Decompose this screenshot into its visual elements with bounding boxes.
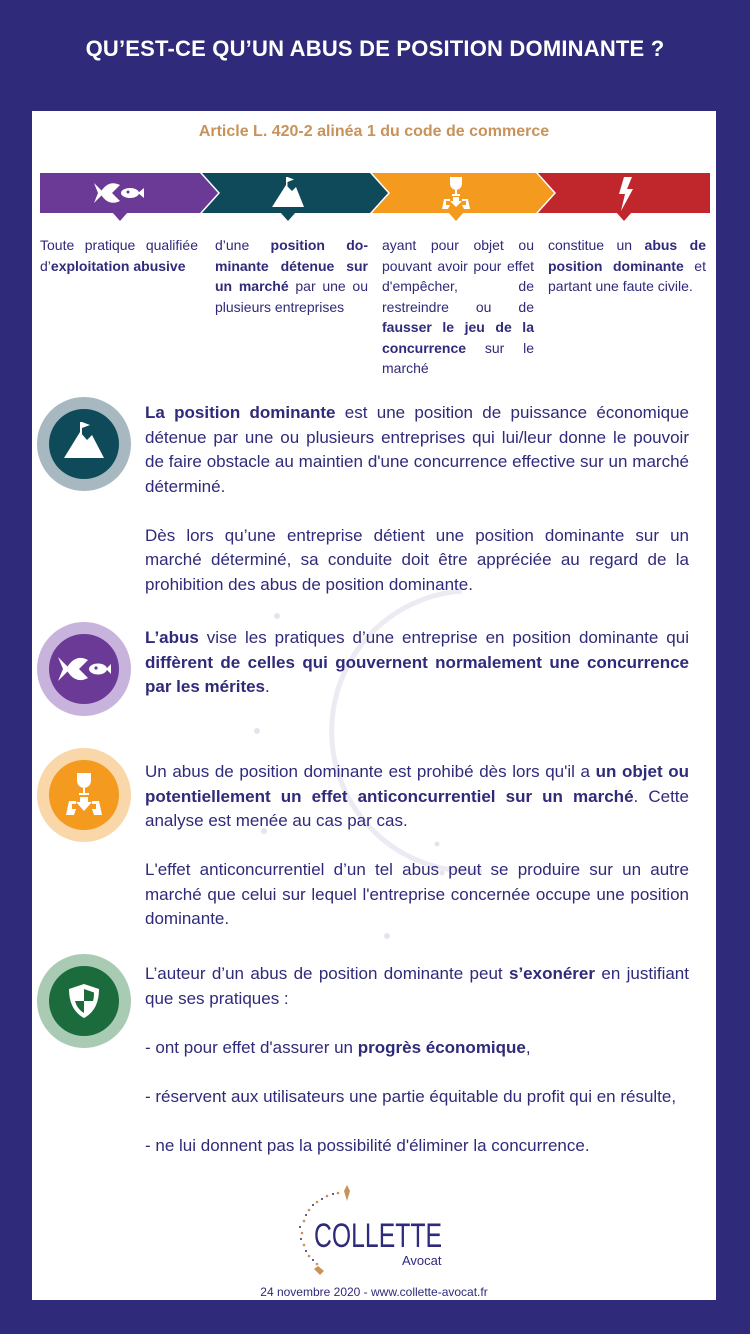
collette-avocat-logo [294, 1189, 454, 1279]
step-1-text: Toute pratique qualifiée d’exploitation abusive [40, 237, 198, 274]
effet-text: Un abus de position dominante est prohibé dès lors qu'il a un objet ou potentiellement un effet anticoncurrentiel sur un marché. Cette analyse est menée au cas par cas. L'effet anticoncurrentiel d’un tel abus peut se produire sur un autre marché que celui sur lequel l'entreprise concernée occupe une position dominante. [145, 762, 690, 928]
step-3-text: ayant pour objet ou pouvant avoir pour effet d'empêcher, de restreindre ou de fausser le jeu de la concurrence sur le marché [382, 237, 534, 376]
content-panel [32, 111, 716, 1300]
footer-date-site: 24 novembre 2020 - www.collette-avocat.fr [260, 1285, 488, 1299]
position-dominante-badge [36, 396, 132, 492]
exoneration-text: L’auteur d’un abus de position dominante peut s’exonérer en justifiant que ses pratiques : - ont pour effet d'assurer un progrès économique, - réservent aux utilisateurs une partie équitable du profit qui en résulte, - ne lui donnent pas la possibilité d'éliminer la concurrence. [145, 964, 689, 1155]
step-2-text: d’une position dominante détenue sur un marché par une ou plusieurs entreprises [215, 237, 368, 315]
exoneration-badge [36, 953, 132, 1049]
abus-text: L’abus vise les pratiques d’une entreprise en position dominante qui diffèrent de celles qui gouvernent normalement une concurrence par les mérites. [145, 628, 689, 696]
page-title: QU’EST-CE QU’UN ABUS DE POSITION DOMINANTE ? [85, 36, 665, 61]
step-4-text: constitue un abus de position dominante et partant une faute civile. [548, 237, 707, 294]
process-arrow-bar [40, 173, 710, 223]
logo-subtitle: Avocat [402, 1253, 442, 1268]
article-reference: Article L. 420-2 alinéa 1 du code de commerce [198, 123, 550, 140]
position-dominante-text: La position dominante est une position de puissance économique détenue par une ou plusieurs entreprises qui lui/leur donne le pouvoir de faire obstacle au maintien d'une concurrence effective sur un marché déterminé. Dès lors qu’une entreprise détient une position dominante sur un marché déterminé, sa conduite doit être appréciée au regard de la prohibition des abus de position dominante. [145, 403, 689, 594]
logo-name: COLLETTE [314, 1217, 442, 1255]
effet-badge [36, 747, 132, 843]
abus-badge [36, 621, 132, 717]
